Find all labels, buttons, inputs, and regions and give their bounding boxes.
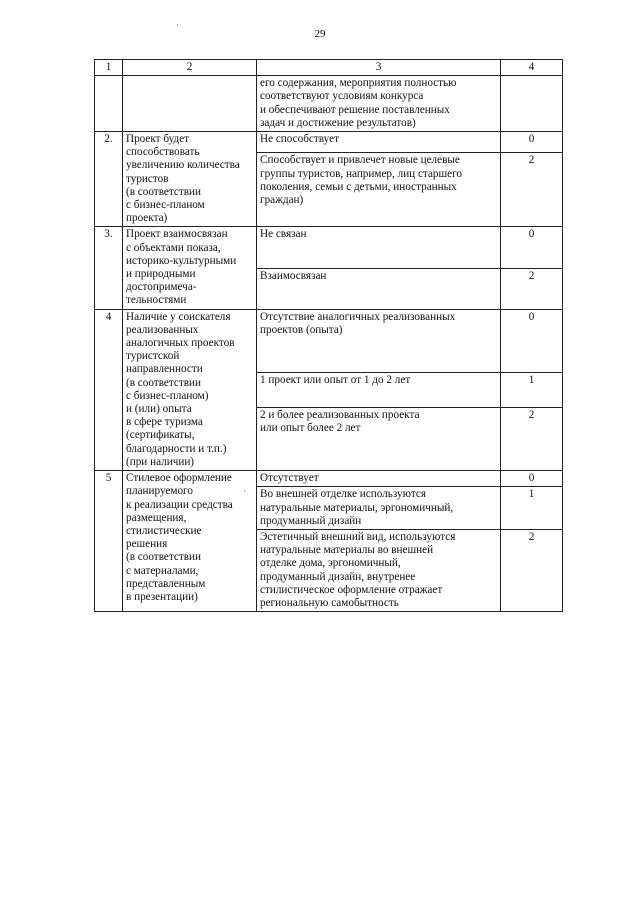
row-number-cell: 2.: [95, 132, 123, 227]
column-header: 1: [95, 60, 123, 76]
table-row: [95, 227, 563, 268]
score-cell: 0: [501, 471, 563, 487]
criterion-cell: Проект взаимосвязан с объектами показа, историко-культурными и природными достопримеча- тельностями: [123, 227, 257, 309]
page-number: 29: [314, 28, 326, 40]
table-row: [95, 132, 563, 153]
criterion-cell: [123, 76, 257, 132]
continuation-row: [95, 76, 563, 132]
option-text: 2 и более реализованных проекта или опыт более 2 лет: [257, 407, 501, 470]
score-cell: 2: [501, 529, 563, 611]
column-header: 3: [257, 60, 501, 76]
score-cell: 1: [501, 487, 563, 530]
row-number-cell: 5: [95, 471, 123, 612]
score-cell: 2: [501, 268, 563, 309]
option-text: Эстетичный внешний вид, используются натуральные материалы во внешней отделке дома, эргономичный, продуманный дизайн, внутренее стилистическое оформление отражает региональную самобытность: [257, 529, 501, 611]
score-cell: 0: [501, 132, 563, 153]
row-number-cell: 4: [95, 309, 123, 470]
scan-dot: ·: [176, 20, 179, 30]
table-row: [95, 471, 563, 487]
criterion-cell: Стилевое оформление планируемого к реализации средства размещения, стилистические решения (в соответствии с материалами, представленным в презентации): [123, 471, 257, 612]
option-text: его содержания, мероприятия полностью соответствуют условиям конкурса и обеспечивают решение поставленных задач и достижение результатов): [257, 76, 501, 132]
option-text: Взаимосвязан: [257, 268, 501, 309]
column-header: 2: [123, 60, 257, 76]
score-cell: 1: [501, 372, 563, 407]
criterion-cell: Наличие у соискателя реализованных аналогичных проектов туристской направленности (в соответствии с бизнес-планом) и (или) опыта в сфере туризма (сертификаты, благодарности и т.п.) (при наличии): [123, 309, 257, 470]
score-cell: [501, 76, 563, 132]
option-text: Способствует и привлечет новые целевые группы туристов, например, лиц старшего поколения, семьи с детьми, иностранных граждан): [257, 153, 501, 227]
row-number-cell: 3.: [95, 227, 123, 309]
option-text: Во внешней отделке используются натуральные материалы, эргономичный, продуманный дизайн: [257, 487, 501, 530]
column-header: 4: [501, 60, 563, 76]
score-cell: 2: [501, 153, 563, 227]
criteria-table: [94, 59, 563, 612]
option-text: Не способствует: [257, 132, 501, 153]
row-number-cell: [95, 76, 123, 132]
option-text: Не связан: [257, 227, 501, 268]
option-text: 1 проект или опыт от 1 до 2 лет: [257, 372, 501, 407]
score-cell: 2: [501, 407, 563, 470]
criterion-cell: Проект будет способствовать увеличению количества туристов (в соответствии с бизнес-планом проекта): [123, 132, 257, 227]
score-cell: 0: [501, 309, 563, 372]
score-cell: 0: [501, 227, 563, 268]
column-header-row: [95, 60, 563, 76]
scan-dot: ·: [243, 486, 246, 496]
option-text: Отсутствие аналогичных реализованных проектов (опыта): [257, 309, 501, 372]
option-text: Отсутствует: [257, 471, 501, 487]
table-row: [95, 309, 563, 372]
